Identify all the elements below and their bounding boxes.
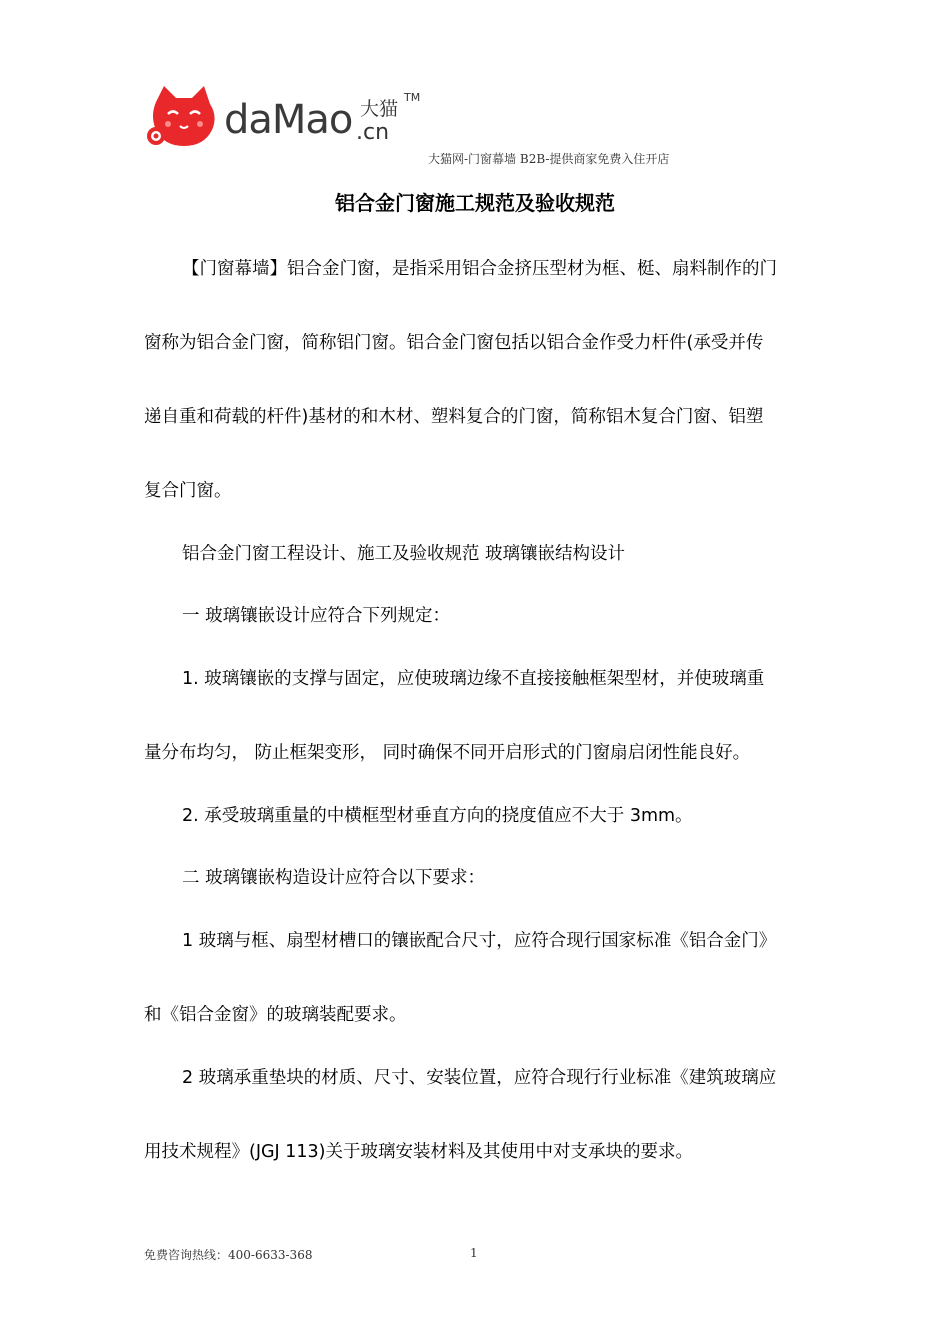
- paragraph-line: 1 玻璃与框、扇型材槽口的镶嵌配合尺寸，应符合现行国家标准《铝合金门》: [182, 931, 777, 951]
- paragraph-line: 一 玻璃镶嵌设计应符合下列规定：: [182, 606, 451, 626]
- paragraph-line: 【门窗幕墙】铝合金门窗，是指采用铝合金挤压型材为框、梃、扇料制作的门: [182, 259, 777, 279]
- page-number: 1: [470, 1246, 478, 1260]
- paragraph-line: 用技术规程》(JGJ 113)关于玻璃安装材料及其使用中对支承块的要求。: [144, 1142, 694, 1162]
- paragraph-line: 窗称为铝合金门窗，简称铝门窗。铝合金门窗包括以铝合金作受力杆件(承受并传: [144, 333, 764, 353]
- damao-logo[interactable]: [146, 84, 436, 154]
- footer-hotline: 免费咨询热线：400-6633-368: [144, 1248, 313, 1262]
- paragraph-line: 量分布均匀， 防止框架变形， 同时确保不同开启形式的门窗扇启闭性能良好。: [144, 743, 751, 763]
- logo-brand-latin: daMao: [224, 97, 353, 143]
- paragraph-line: 复合门窗。: [144, 481, 232, 501]
- red-cat-mascot-icon: [146, 84, 222, 154]
- paragraph-line: 2. 承受玻璃重量的中横框型材垂直方向的挠度值应不大于 3mm。: [182, 806, 693, 826]
- paragraph-line: 和《铝合金窗》的玻璃装配要求。: [144, 1005, 407, 1025]
- logo-trademark: TM: [404, 91, 421, 104]
- document-title: 铝合金门窗施工规范及验收规范: [335, 191, 615, 215]
- logo-brand-cn: 大猫: [360, 98, 399, 120]
- paragraph-line: 2 玻璃承重垫块的材质、尺寸、安装位置，应符合现行行业标准《建筑玻璃应: [182, 1068, 777, 1088]
- paragraph-line: 1. 玻璃镶嵌的支撑与固定，应使玻璃边缘不直接接触框架型材，并使玻璃重: [182, 669, 765, 689]
- header-tagline: 大猫网-门窗幕墙 B2B-提供商家免费入住开店: [428, 152, 670, 166]
- paragraph-line: 二 玻璃镶嵌构造设计应符合以下要求：: [182, 868, 486, 888]
- paragraph-line: 递自重和荷载的杆件)基材的和木材、塑料复合的门窗，简称铝木复合门窗、铝塑: [144, 407, 764, 427]
- logo-domain: .cn: [356, 120, 390, 145]
- paragraph-line: 铝合金门窗工程设计、施工及验收规范 玻璃镶嵌结构设计: [182, 544, 626, 564]
